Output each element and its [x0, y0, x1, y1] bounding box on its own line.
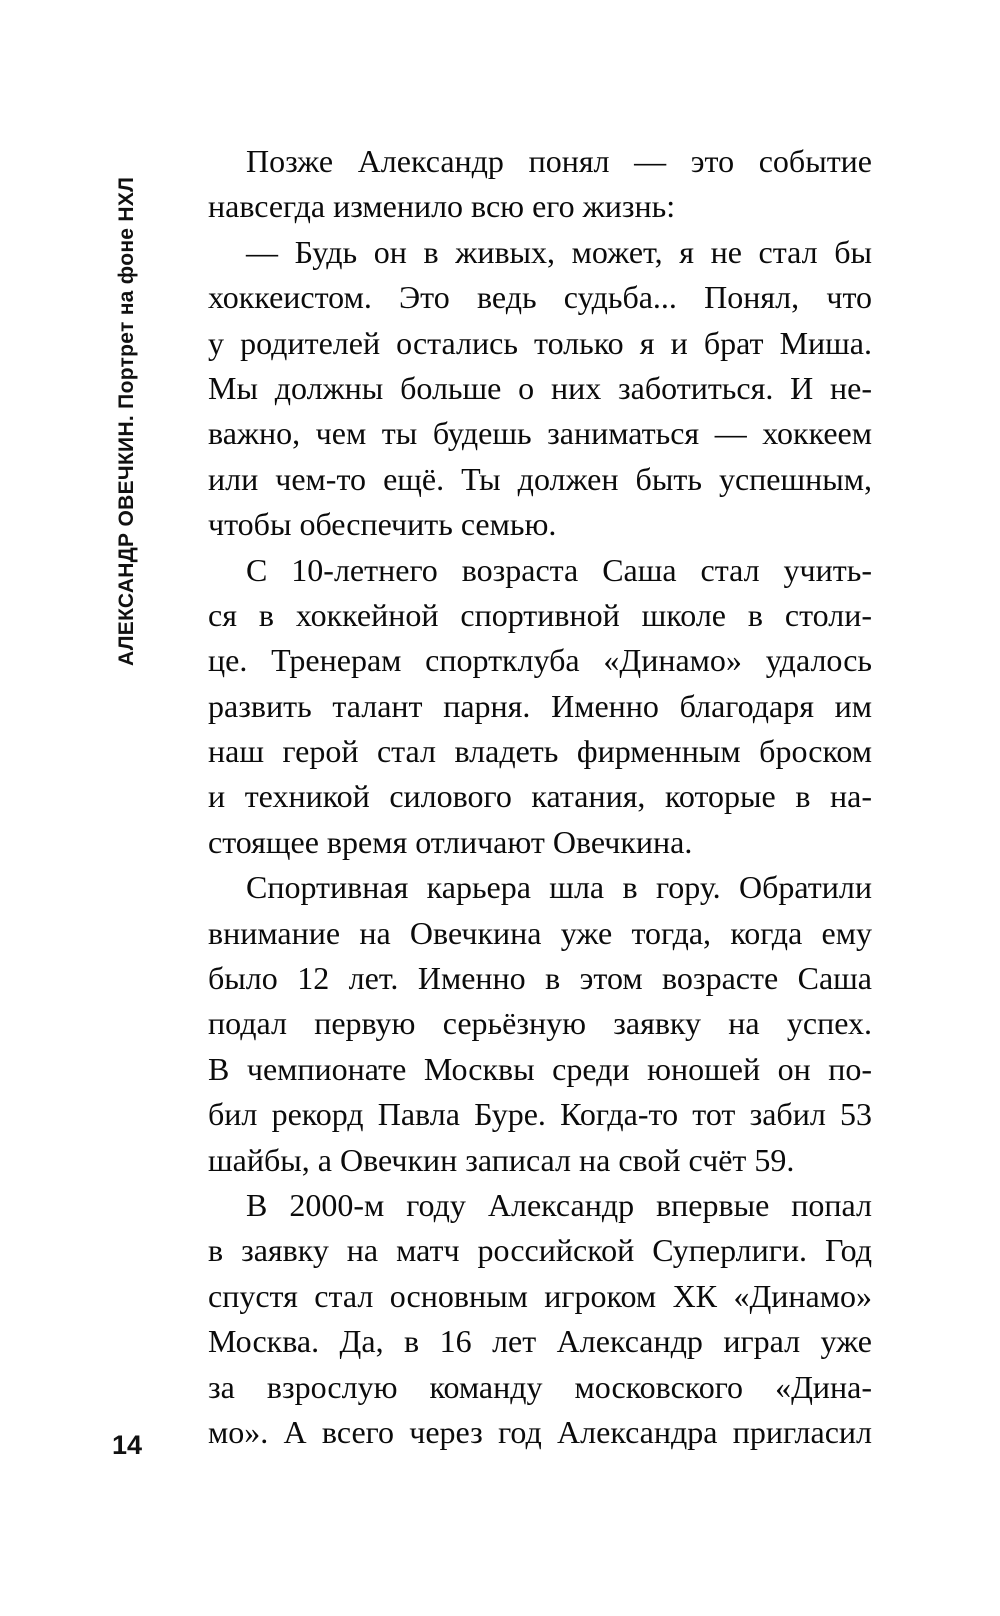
text-line: стоящее время отличают Овечкина.: [208, 823, 693, 860]
text-line: Спортивная карьера шла в гору. Обратили: [246, 869, 872, 906]
text-line: ся в хоккейной спортивной школе в столи-: [208, 596, 872, 633]
text-line: подал первую серьёзную заявку на успех.: [208, 1005, 872, 1042]
page-number: 14: [112, 1430, 143, 1460]
text-line: внимание на Овечкина уже тогда, когда ему: [208, 914, 872, 951]
text-line: Москва. Да, в 16 лет Александр играл уже: [208, 1323, 872, 1360]
text-line: С 10-летнего возраста Саша стал учить-: [246, 551, 872, 588]
text-line: Позже Александр понял — это событие: [246, 143, 872, 179]
text-line: мо». А всего через год Александра пригласил: [208, 1413, 872, 1450]
text-line: це. Тренерам спортклуба «Динамо» удалось: [208, 642, 872, 679]
text-line: наш герой стал владеть фирменным броском: [208, 733, 872, 770]
text-line: — Будь он в живых, может, я не стал бы: [246, 233, 872, 270]
text-line: и техникой силового катания, которые в на-: [208, 778, 872, 815]
text-line: В чемпионате Москвы среди юношей он по-: [208, 1050, 872, 1087]
text-block: [208, 139, 872, 1455]
text-line: хоккеистом. Это ведь судьба... Понял, что: [208, 279, 872, 316]
text-line: или чем-то ещё. Ты должен быть успешным,: [208, 460, 872, 497]
text-line: чтобы обеспечить семью.: [208, 506, 557, 543]
text-line: В 2000-м году Александр впервые попал: [246, 1186, 872, 1223]
text-line: навсегда изменило всю его жизнь:: [208, 188, 676, 225]
text-line: важно, чем ты будешь заниматься — хоккеем: [208, 415, 872, 452]
text-line: бил рекорд Павла Буре. Когда-то тот забил 53: [208, 1096, 872, 1133]
text-line: Мы должны больше о них заботиться. И не-: [208, 369, 872, 406]
text-line: у родителей остались только я и брат Миша.: [208, 324, 872, 361]
text-line: за взрослую команду московского «Дина-: [208, 1368, 872, 1405]
text-line: шайбы, а Овечкин записал на свой счёт 59.: [208, 1141, 795, 1178]
text-line: в заявку на матч российской Суперлиги. Год: [208, 1232, 872, 1269]
text-line: было 12 лет. Именно в этом возрасте Саша: [208, 960, 872, 997]
running-title-vertical: АЛЕКСАНДР ОВЕЧКИН. Портрет на фоне НХЛ: [115, 176, 138, 666]
text-line: развить талант парня. Именно благодаря им: [208, 687, 872, 724]
text-line: спустя стал основным игроком ХК «Динамо»: [208, 1277, 872, 1314]
